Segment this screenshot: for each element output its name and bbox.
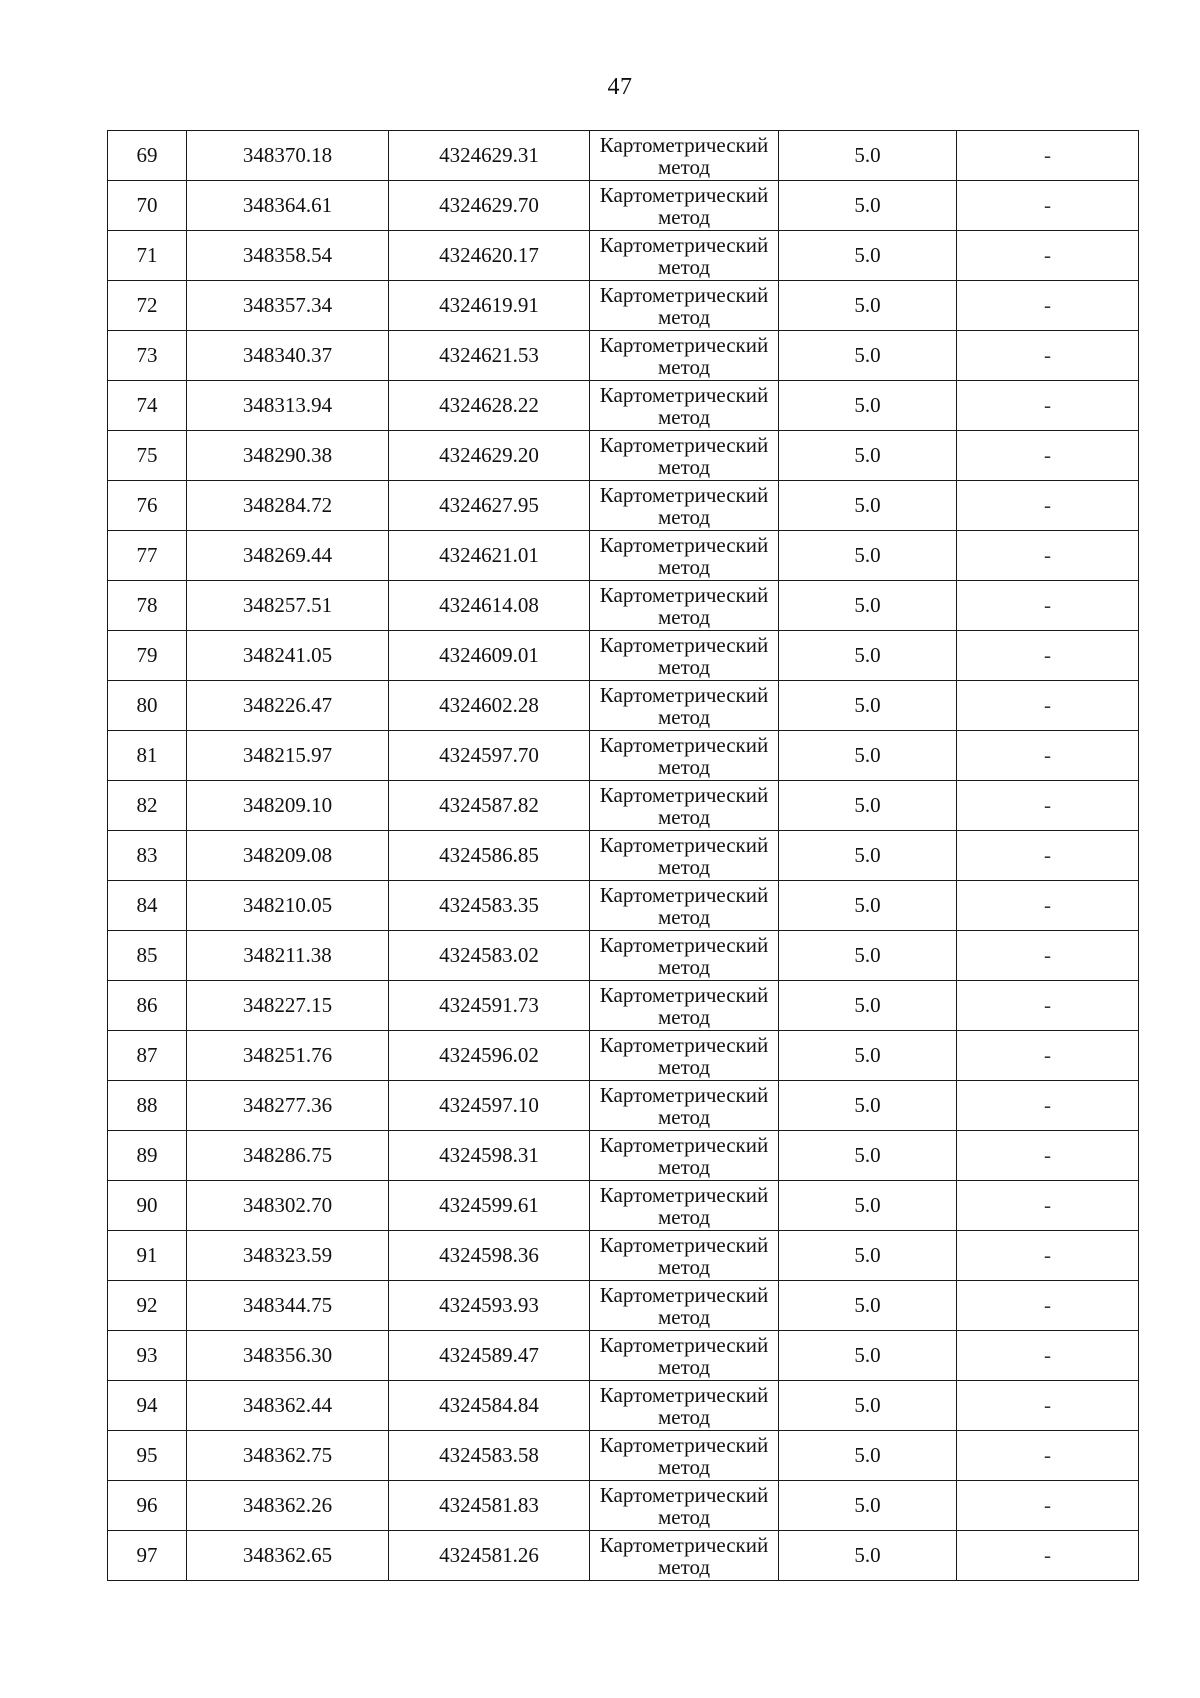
method-label-line1: Картометрический (599, 782, 769, 807)
method-cell (590, 731, 779, 781)
table-row (108, 1331, 1139, 1381)
note-cell: - (957, 1031, 1139, 1081)
y-coordinate-cell: 4324621.01 (389, 531, 590, 581)
note-cell: - (957, 1331, 1139, 1381)
accuracy-cell: 5.0 (779, 181, 957, 231)
method-label-line2: метод (657, 804, 711, 829)
method-label-line1: Картометрический (599, 1532, 769, 1557)
method-label-line2: метод (657, 354, 711, 379)
method-label-line1: Картометрический (599, 1432, 769, 1457)
table-row (108, 881, 1139, 931)
method-cell (590, 1531, 779, 1581)
method-label-line1: Картометрический (599, 282, 769, 307)
method-label-line1: Картометрический (599, 1482, 769, 1507)
method-label-line2: метод (657, 504, 711, 529)
method-label-line2: метод (657, 1204, 711, 1229)
note-cell: - (957, 481, 1139, 531)
accuracy-cell: 5.0 (779, 1281, 957, 1331)
note-cell: - (957, 581, 1139, 631)
x-coordinate-cell: 348356.30 (187, 1331, 389, 1381)
method-label-line2: метод (657, 254, 711, 279)
table-row (108, 331, 1139, 381)
method-label-line2: метод (657, 654, 711, 679)
table-row (108, 231, 1139, 281)
y-coordinate-cell: 4324628.22 (389, 381, 590, 431)
method-label-line1: Картометрический (599, 1032, 769, 1057)
point-number-cell: 95 (108, 1431, 187, 1481)
y-coordinate-cell: 4324581.83 (389, 1481, 590, 1531)
method-label-line1: Картометрический (599, 332, 769, 357)
y-coordinate-cell: 4324614.08 (389, 581, 590, 631)
table-row (108, 1181, 1139, 1231)
note-cell: - (957, 1531, 1139, 1581)
accuracy-cell: 5.0 (779, 931, 957, 981)
accuracy-cell: 5.0 (779, 631, 957, 681)
method-label-line1: Картометрический (599, 632, 769, 657)
point-number-cell: 97 (108, 1531, 187, 1581)
x-coordinate-cell: 348226.47 (187, 681, 389, 731)
table-row (108, 1531, 1139, 1581)
method-cell (590, 431, 779, 481)
method-label-line1: Картометрический (599, 1332, 769, 1357)
x-coordinate-cell: 348284.72 (187, 481, 389, 531)
y-coordinate-cell: 4324583.35 (389, 881, 590, 931)
method-cell (590, 481, 779, 531)
y-coordinate-cell: 4324620.17 (389, 231, 590, 281)
point-number-cell: 85 (108, 931, 187, 981)
accuracy-cell: 5.0 (779, 1331, 957, 1381)
accuracy-cell: 5.0 (779, 1431, 957, 1481)
table-row (108, 781, 1139, 831)
y-coordinate-cell: 4324593.93 (389, 1281, 590, 1331)
method-label-line1: Картометрический (599, 532, 769, 557)
method-label-line1: Картометрический (599, 1082, 769, 1107)
x-coordinate-cell: 348362.65 (187, 1531, 389, 1581)
point-number-cell: 78 (108, 581, 187, 631)
table-row (108, 1231, 1139, 1281)
method-label-line2: метод (657, 854, 711, 879)
method-label-line2: метод (657, 204, 711, 229)
point-number-cell: 86 (108, 981, 187, 1031)
x-coordinate-cell: 348362.44 (187, 1381, 389, 1431)
note-cell: - (957, 731, 1139, 781)
x-coordinate-cell: 348323.59 (187, 1231, 389, 1281)
method-label-line2: метод (657, 404, 711, 429)
table-row (108, 531, 1139, 581)
x-coordinate-cell: 348362.26 (187, 1481, 389, 1531)
point-number-cell: 93 (108, 1331, 187, 1381)
method-cell (590, 981, 779, 1031)
method-cell (590, 1431, 779, 1481)
method-cell (590, 131, 779, 181)
accuracy-cell: 5.0 (779, 131, 957, 181)
note-cell: - (957, 781, 1139, 831)
method-cell (590, 631, 779, 681)
point-number-cell: 82 (108, 781, 187, 831)
method-label-line2: метод (657, 604, 711, 629)
method-label-line2: метод (657, 304, 711, 329)
note-cell: - (957, 381, 1139, 431)
method-label-line2: метод (657, 154, 711, 179)
x-coordinate-cell: 348209.08 (187, 831, 389, 881)
point-number-cell: 79 (108, 631, 187, 681)
x-coordinate-cell: 348313.94 (187, 381, 389, 431)
coordinates-table-body (108, 131, 1139, 1581)
point-number-cell: 81 (108, 731, 187, 781)
table-row (108, 431, 1139, 481)
method-cell (590, 281, 779, 331)
method-label-line1: Картометрический (599, 1182, 769, 1207)
method-cell (590, 1481, 779, 1531)
accuracy-cell: 5.0 (779, 681, 957, 731)
y-coordinate-cell: 4324609.01 (389, 631, 590, 681)
method-label-line2: метод (657, 1354, 711, 1379)
accuracy-cell: 5.0 (779, 431, 957, 481)
method-label-line1: Картометрический (599, 232, 769, 257)
note-cell: - (957, 131, 1139, 181)
table-row (108, 481, 1139, 531)
table-row (108, 131, 1139, 181)
note-cell: - (957, 1481, 1139, 1531)
method-cell (590, 1231, 779, 1281)
x-coordinate-cell: 348211.38 (187, 931, 389, 981)
y-coordinate-cell: 4324621.53 (389, 331, 590, 381)
point-number-cell: 89 (108, 1131, 187, 1181)
note-cell: - (957, 831, 1139, 881)
table-row (108, 931, 1139, 981)
accuracy-cell: 5.0 (779, 781, 957, 831)
y-coordinate-cell: 4324583.58 (389, 1431, 590, 1481)
x-coordinate-cell: 348290.38 (187, 431, 389, 481)
method-cell (590, 881, 779, 931)
accuracy-cell: 5.0 (779, 1031, 957, 1081)
method-label-line1: Картометрический (599, 982, 769, 1007)
point-number-cell: 75 (108, 431, 187, 481)
note-cell: - (957, 531, 1139, 581)
x-coordinate-cell: 348257.51 (187, 581, 389, 631)
method-cell (590, 181, 779, 231)
y-coordinate-cell: 4324589.47 (389, 1331, 590, 1381)
y-coordinate-cell: 4324597.10 (389, 1081, 590, 1131)
y-coordinate-cell: 4324587.82 (389, 781, 590, 831)
table-row (108, 831, 1139, 881)
table-row (108, 1031, 1139, 1081)
x-coordinate-cell: 348210.05 (187, 881, 389, 931)
y-coordinate-cell: 4324629.70 (389, 181, 590, 231)
accuracy-cell: 5.0 (779, 381, 957, 431)
x-coordinate-cell: 348227.15 (187, 981, 389, 1031)
note-cell: - (957, 1431, 1139, 1481)
table-row (108, 581, 1139, 631)
y-coordinate-cell: 4324586.85 (389, 831, 590, 881)
table-row (108, 731, 1139, 781)
y-coordinate-cell: 4324596.02 (389, 1031, 590, 1081)
accuracy-cell: 5.0 (779, 1081, 957, 1131)
accuracy-cell: 5.0 (779, 981, 957, 1031)
y-coordinate-cell: 4324581.26 (389, 1531, 590, 1581)
point-number-cell: 91 (108, 1231, 187, 1281)
point-number-cell: 76 (108, 481, 187, 531)
accuracy-cell: 5.0 (779, 1181, 957, 1231)
method-label-line2: метод (657, 1304, 711, 1329)
note-cell: - (957, 1281, 1139, 1331)
accuracy-cell: 5.0 (779, 1531, 957, 1581)
y-coordinate-cell: 4324583.02 (389, 931, 590, 981)
point-number-cell: 69 (108, 131, 187, 181)
x-coordinate-cell: 348209.10 (187, 781, 389, 831)
table-row (108, 1431, 1139, 1481)
table-row (108, 1131, 1139, 1181)
x-coordinate-cell: 348344.75 (187, 1281, 389, 1331)
method-label-line1: Картометрический (599, 732, 769, 757)
accuracy-cell: 5.0 (779, 1481, 957, 1531)
point-number-cell: 87 (108, 1031, 187, 1081)
table-row (108, 1281, 1139, 1331)
method-label-line2: метод (657, 1254, 711, 1279)
accuracy-cell: 5.0 (779, 731, 957, 781)
point-number-cell: 92 (108, 1281, 187, 1331)
method-label-line1: Картометрический (599, 1282, 769, 1307)
table-row (108, 181, 1139, 231)
table-row (108, 981, 1139, 1031)
method-label-line2: метод (657, 1454, 711, 1479)
x-coordinate-cell: 348286.75 (187, 1131, 389, 1181)
accuracy-cell: 5.0 (779, 581, 957, 631)
method-label-line1: Картометрический (599, 932, 769, 957)
method-cell (590, 781, 779, 831)
note-cell: - (957, 1381, 1139, 1431)
method-label-line1: Картометрический (599, 382, 769, 407)
note-cell: - (957, 1231, 1139, 1281)
method-cell (590, 931, 779, 981)
method-label-line2: метод (657, 754, 711, 779)
point-number-cell: 77 (108, 531, 187, 581)
method-cell (590, 581, 779, 631)
method-cell (590, 1281, 779, 1331)
method-cell (590, 1081, 779, 1131)
point-number-cell: 70 (108, 181, 187, 231)
method-cell (590, 381, 779, 431)
accuracy-cell: 5.0 (779, 1231, 957, 1281)
method-cell (590, 1381, 779, 1431)
table-row (108, 1481, 1139, 1531)
x-coordinate-cell: 348215.97 (187, 731, 389, 781)
method-label-line1: Картометрический (599, 1232, 769, 1257)
note-cell: - (957, 981, 1139, 1031)
note-cell: - (957, 431, 1139, 481)
method-label-line2: метод (657, 554, 711, 579)
point-number-cell: 80 (108, 681, 187, 731)
method-cell (590, 831, 779, 881)
method-label-line2: метод (657, 904, 711, 929)
method-cell (590, 1331, 779, 1381)
accuracy-cell: 5.0 (779, 331, 957, 381)
x-coordinate-cell: 348241.05 (187, 631, 389, 681)
method-label-line1: Картометрический (599, 582, 769, 607)
accuracy-cell: 5.0 (779, 1381, 957, 1431)
y-coordinate-cell: 4324591.73 (389, 981, 590, 1031)
note-cell: - (957, 931, 1139, 981)
method-label-line2: метод (657, 1504, 711, 1529)
x-coordinate-cell: 348277.36 (187, 1081, 389, 1131)
method-label-line2: метод (657, 1554, 711, 1579)
method-label-line2: метод (657, 1104, 711, 1129)
method-label-line2: метод (657, 954, 711, 979)
table-row (108, 1081, 1139, 1131)
note-cell: - (957, 881, 1139, 931)
method-label-line2: метод (657, 704, 711, 729)
y-coordinate-cell: 4324597.70 (389, 731, 590, 781)
y-coordinate-cell: 4324627.95 (389, 481, 590, 531)
method-label-line1: Картометрический (599, 832, 769, 857)
y-coordinate-cell: 4324629.20 (389, 431, 590, 481)
x-coordinate-cell: 348370.18 (187, 131, 389, 181)
point-number-cell: 72 (108, 281, 187, 331)
note-cell: - (957, 1081, 1139, 1131)
x-coordinate-cell: 348251.76 (187, 1031, 389, 1081)
x-coordinate-cell: 348302.70 (187, 1181, 389, 1231)
point-number-cell: 96 (108, 1481, 187, 1531)
method-label-line2: метод (657, 1404, 711, 1429)
method-cell (590, 1181, 779, 1231)
point-number-cell: 84 (108, 881, 187, 931)
table-row (108, 631, 1139, 681)
method-label-line1: Картометрический (599, 482, 769, 507)
y-coordinate-cell: 4324602.28 (389, 681, 590, 731)
note-cell: - (957, 1131, 1139, 1181)
method-label-line2: метод (657, 1154, 711, 1179)
accuracy-cell: 5.0 (779, 1131, 957, 1181)
method-label-line1: Картометрический (599, 1132, 769, 1157)
table-row (108, 1381, 1139, 1431)
method-cell (590, 231, 779, 281)
note-cell: - (957, 231, 1139, 281)
x-coordinate-cell: 348358.54 (187, 231, 389, 281)
page-number: 47 (607, 74, 633, 100)
x-coordinate-cell: 348340.37 (187, 331, 389, 381)
accuracy-cell: 5.0 (779, 881, 957, 931)
method-label-line2: метод (657, 454, 711, 479)
point-number-cell: 83 (108, 831, 187, 881)
accuracy-cell: 5.0 (779, 281, 957, 331)
y-coordinate-cell: 4324619.91 (389, 281, 590, 331)
x-coordinate-cell: 348357.34 (187, 281, 389, 331)
point-number-cell: 94 (108, 1381, 187, 1431)
x-coordinate-cell: 348362.75 (187, 1431, 389, 1481)
method-label-line1: Картометрический (599, 432, 769, 457)
coordinates-table (107, 130, 1139, 1581)
point-number-cell: 88 (108, 1081, 187, 1131)
method-label-line1: Картометрический (599, 882, 769, 907)
y-coordinate-cell: 4324584.84 (389, 1381, 590, 1431)
table-row (108, 381, 1139, 431)
method-cell (590, 531, 779, 581)
y-coordinate-cell: 4324598.36 (389, 1231, 590, 1281)
note-cell: - (957, 681, 1139, 731)
note-cell: - (957, 181, 1139, 231)
table-row (108, 681, 1139, 731)
method-label-line1: Картометрический (599, 132, 769, 157)
method-label-line1: Картометрический (599, 1382, 769, 1407)
accuracy-cell: 5.0 (779, 831, 957, 881)
method-cell (590, 331, 779, 381)
accuracy-cell: 5.0 (779, 481, 957, 531)
method-cell (590, 1131, 779, 1181)
note-cell: - (957, 281, 1139, 331)
method-cell (590, 1031, 779, 1081)
table-row (108, 281, 1139, 331)
method-label-line1: Картометрический (599, 182, 769, 207)
note-cell: - (957, 1181, 1139, 1231)
point-number-cell: 74 (108, 381, 187, 431)
method-cell (590, 681, 779, 731)
method-label-line1: Картометрический (599, 682, 769, 707)
point-number-cell: 71 (108, 231, 187, 281)
point-number-cell: 90 (108, 1181, 187, 1231)
accuracy-cell: 5.0 (779, 231, 957, 281)
y-coordinate-cell: 4324598.31 (389, 1131, 590, 1181)
x-coordinate-cell: 348364.61 (187, 181, 389, 231)
note-cell: - (957, 331, 1139, 381)
accuracy-cell: 5.0 (779, 531, 957, 581)
x-coordinate-cell: 348269.44 (187, 531, 389, 581)
note-cell: - (957, 631, 1139, 681)
y-coordinate-cell: 4324599.61 (389, 1181, 590, 1231)
point-number-cell: 73 (108, 331, 187, 381)
method-label-line2: метод (657, 1004, 711, 1029)
method-label-line2: метод (657, 1054, 711, 1079)
y-coordinate-cell: 4324629.31 (389, 131, 590, 181)
